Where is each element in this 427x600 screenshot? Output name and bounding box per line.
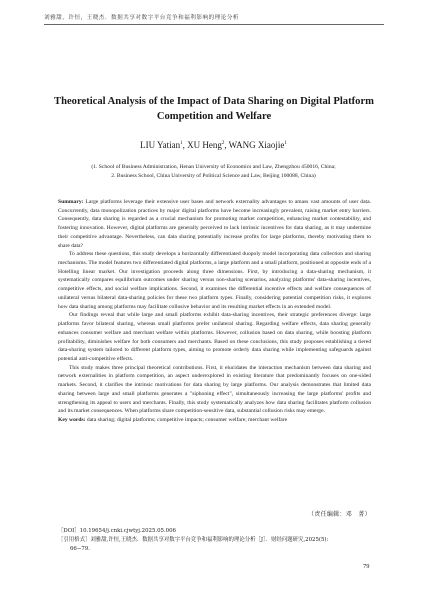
affiliations bbox=[0, 163, 427, 180]
summary-label: Summary: bbox=[58, 199, 84, 205]
summary-paragraph: To address these questions, this study develops a horizontally differentiated duopoly model incorporating data collection and sharing mechanisms. The model features two differentiated digital platforms, a large platform and a small platform, positioned at opposite ends of a Hotelling linear market. Our investigation proceeds along three dimensions. First, by introducing a data-sharing mechanism, it systematically compares equilibrium outcomes under sharing versus non-sharing scenarios, analyzing platforms' data-sharing incentives, competitive effects, and social welfare implications. Second, it examines the differential incentive effects and welfare consequences of unilateral versus bilateral data-sharing policies for these two platform types. Finally, considering potential competition risks, it explores how data sharing among platforms may facilitate collusive behavior and its resulting market effects in an extended model. bbox=[58, 251, 371, 310]
author-affiliation-mark: 1 bbox=[180, 141, 183, 146]
running-header: 刘雅甜，许恒，王晓杰．数据共享对数字平台竞争和福利影响的理论分析 bbox=[44, 15, 240, 21]
summary-body bbox=[58, 198, 371, 425]
summary-paragraph bbox=[58, 198, 371, 250]
page-number: 79 bbox=[363, 563, 370, 570]
summary-paragraph: This study makes three principal theoretical contributions. First, it elucidates the interaction mechanism between data sharing and network externalities in platform competition, an aspect underexplored in existing literature that predominantly focuses on one-sided markets. Second, it clarifies the intrinsic motivations for data sharing by large platforms. Our analysis demonstrates that limited data sharing between large and small platforms generates a "siphoning effect", simultaneously increasing the large platforms' profits and strengthening its appeal to users and merchants. Finally, this study systematically analyzes how data sharing facilitates platform collusion and its market consequences. When platforms share competition-sensitive data, substantial collusion risks may emerge. bbox=[58, 364, 371, 415]
affiliation-line: (1. School of Business Administration, Henan University of Economics and Law, Zhengzhou 450016, China; bbox=[91, 164, 336, 170]
author-name: WANG Xiaojie bbox=[228, 140, 285, 150]
author-name: XU Heng bbox=[187, 140, 222, 150]
keywords-text: data sharing; digital platforms; competitive impacts; consumer welfare; merchant welfare bbox=[86, 416, 288, 423]
author-name: LIU Yatian bbox=[140, 140, 181, 150]
author-line: LIU Yatian$^1$, XU Heng$^2$, WANG Xiaojie$^1$ bbox=[140, 140, 287, 150]
paragraph-text: Large platforms leverage their extensive user bases and network externality advantages to amass vast amounts of user data. Concurrently, data monopolization practices by major digital platforms have become increasingly prevalent, raising market entry barriers. Consequently, data sharing is regarded as a crucial mechanism for promoting market competition, enhancing market contestability, and fostering innovation. However, digital platforms are generally perceived to lack intrinsic incentives for data sharing, as it may undermine their competitive advantage. Nevertheless, can data sharing potentially increase profits for large platforms, thereby motivating them to share data? bbox=[58, 199, 371, 249]
citation-line: ［引用格式］刘雅甜,许恒,王晓杰．数据共享对数字平台竞争和福利影响的理论分析［J］．财经问题研究,2025(5): bbox=[58, 537, 329, 543]
citation-block bbox=[58, 527, 371, 554]
keywords-line bbox=[58, 416, 371, 425]
citation-line-continued: 66−79. bbox=[70, 546, 90, 552]
affiliation-line: 2. Business School, China University of Political Science and Law, Beijing 100088, China) bbox=[111, 172, 316, 179]
paper-title: Theoretical Analysis of the Impact of Data Sharing on Digital Platform Competition and Welfare bbox=[54, 96, 374, 122]
doi-line: ［DOI］10.19654/j.cnki.cjwtyj.2025.05.006 bbox=[58, 528, 176, 534]
editor-note: （责任编辑：邓 菁） bbox=[307, 511, 371, 518]
author-affiliation-mark: 2 bbox=[221, 141, 225, 146]
keywords-label: Key words: bbox=[58, 416, 86, 423]
author-affiliation-mark: 1 bbox=[284, 141, 287, 146]
header-rule bbox=[44, 24, 384, 25]
summary-paragraph: Our findings reveal that while large and small platforms exhibit data-sharing incentives, their strategic preferences diverge: large platforms favor bilateral sharing, whereas small platforms prefer unilateral sharing. Regarding welfare effects, data sharing generally enhances consumer welfare and merchant welfare within platforms. However, collusion based on data sharing, while boosting platform profitability, diminishes welfare for both consumers and merchants. Based on these conclusions, this study proposes establishing a tiered data-sharing system tailored to different platform types, aiming to promote orderly data sharing while implementing safeguards against potential anti-competitive effects. bbox=[58, 312, 371, 362]
